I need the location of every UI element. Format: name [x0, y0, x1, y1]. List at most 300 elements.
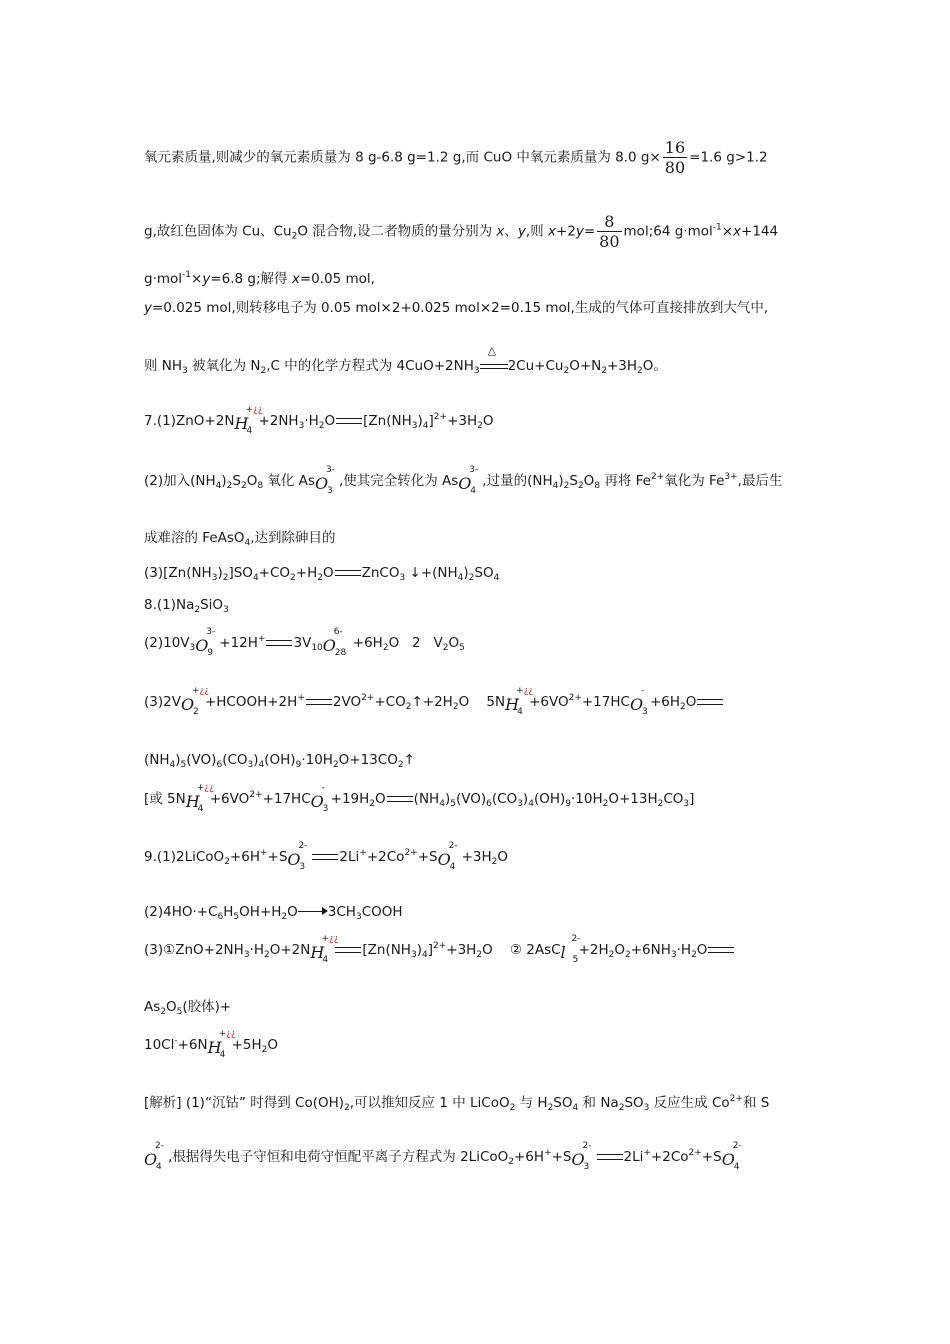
superscript: +	[257, 634, 266, 644]
ion-charge	[516, 686, 533, 696]
text: ×	[721, 223, 734, 240]
text: +17HC	[581, 694, 630, 710]
superscript: +	[359, 848, 367, 858]
text: ·H	[676, 942, 692, 958]
subscript: 4	[439, 799, 445, 809]
text: O	[696, 942, 708, 958]
text: ,则	[525, 223, 548, 240]
equals-sign	[266, 640, 292, 646]
ion-fragment	[560, 934, 581, 965]
ion-subscript: 3	[326, 486, 333, 496]
text: +H	[295, 565, 318, 581]
text: ]SO	[228, 565, 253, 581]
text: SO	[624, 1095, 644, 1111]
text: O+N	[569, 358, 602, 374]
ion-letter: O	[195, 636, 209, 655]
text: O 5N	[458, 694, 506, 710]
text: SO	[474, 565, 494, 581]
ion-subscript: 3	[641, 707, 648, 717]
text: (NH	[413, 791, 440, 807]
subscript: 3	[517, 799, 523, 809]
ion-letter: O	[437, 850, 451, 869]
ion-letter: O	[629, 695, 644, 714]
subscript: 4	[215, 481, 222, 491]
text: )	[463, 565, 469, 581]
subscript: 2	[563, 366, 570, 376]
subscript: 2	[261, 1045, 268, 1055]
fraction-numerator: 16	[664, 138, 686, 157]
text: O	[448, 635, 460, 651]
superscript: 2+	[433, 941, 447, 951]
subscript: 2	[291, 231, 298, 242]
text: )	[522, 791, 529, 807]
subscript: 2	[405, 702, 412, 712]
ion-fragment	[287, 841, 311, 872]
text: (3)[Zn(NH	[144, 565, 212, 581]
text: O	[246, 473, 258, 489]
ion-letter: O	[310, 792, 324, 811]
ion-subscript: 3	[299, 862, 306, 872]
text: +6N	[177, 1037, 208, 1053]
subscript: 2	[476, 950, 483, 960]
ion-fragment	[322, 627, 353, 658]
text: CO	[663, 791, 684, 807]
text: +6H	[229, 849, 260, 865]
variable: y	[575, 223, 584, 240]
text-line-9	[144, 563, 499, 588]
text: +3H	[606, 358, 638, 374]
text: ]	[427, 942, 433, 958]
fraction	[597, 212, 621, 251]
equals-sign	[335, 947, 361, 953]
ion-charge: 2-	[155, 1141, 164, 1151]
subscript: 2	[264, 950, 270, 960]
text-line-7	[144, 467, 782, 496]
ion-fragment	[437, 841, 462, 872]
text: mol;64 g·mol	[623, 223, 713, 240]
ion-subscript: 3	[583, 1162, 590, 1172]
text-line-18	[144, 997, 231, 1022]
subscript: 8	[594, 481, 601, 491]
text: 氧化 As	[263, 473, 315, 489]
text: ,使其完全转化为 As	[338, 473, 459, 489]
fraction-denominator: 80	[664, 158, 686, 177]
ion-subscript: 9	[207, 648, 214, 658]
text-line-15	[144, 843, 508, 872]
text-line-20	[144, 1089, 769, 1118]
text-line-2	[144, 212, 778, 251]
text: S	[569, 473, 578, 489]
reaction-arrow-icon	[298, 907, 328, 917]
ion-subscript: 4	[470, 486, 477, 496]
subscript: 4	[421, 950, 428, 960]
fraction-denominator: 80	[599, 232, 620, 251]
subscript: 3	[247, 760, 254, 770]
ion-letter: O	[287, 850, 301, 869]
ion-fragment	[310, 934, 339, 965]
garbled-marks: ¿¿	[252, 405, 263, 415]
subscript: 2	[547, 1103, 554, 1113]
ion-fragment	[207, 1029, 236, 1060]
text: 被氧化为 N	[187, 358, 261, 374]
text: =0.025 mol,则转移电子为 0.05 mol×2+0.025 mol×2=0.15 mol,生成的气体可直接排放到大气中,	[152, 300, 769, 316]
text: O	[685, 694, 697, 710]
variable: x	[733, 223, 742, 240]
text: =	[583, 223, 596, 240]
subscript: 2	[477, 421, 483, 431]
ion-charge: 2-	[571, 934, 581, 944]
ion-charge: 2-	[448, 841, 458, 851]
variable: x	[496, 223, 505, 240]
text: (2)加入(NH	[144, 473, 216, 489]
text: +6VO	[529, 694, 569, 710]
superscript: 2+	[650, 472, 665, 482]
text-line-6	[144, 407, 494, 436]
ion-letter: O	[144, 1150, 158, 1169]
ion-subscript: 5	[572, 955, 579, 965]
text: ·H	[249, 942, 264, 958]
subscript: 5	[180, 760, 187, 770]
text: [解析] (1)“沉钴” 时得到 Co(OH)	[144, 1095, 345, 1111]
text: +6H	[649, 694, 681, 710]
subscript: 2	[508, 1157, 514, 1167]
text: +S	[417, 849, 438, 865]
text: O ② 2AsC	[482, 942, 561, 958]
text: +6VO	[209, 791, 250, 807]
subscript: 2	[397, 760, 404, 770]
text: ZnCO	[361, 565, 400, 581]
subscript: 2	[226, 481, 233, 491]
ion-fragment	[314, 465, 339, 496]
subscript: 2	[601, 366, 607, 376]
equals-sign	[312, 854, 338, 860]
text: +144	[741, 223, 779, 240]
text-line-13	[144, 750, 415, 775]
text: +2Co	[650, 1149, 689, 1165]
arrow-head	[322, 907, 328, 915]
text: 3V	[293, 635, 312, 651]
text: 、	[504, 223, 518, 240]
text: O 混合物,设二者物质的量分别为	[297, 223, 497, 240]
text-line-19	[144, 1031, 278, 1060]
text: ,根据得失电子守恒和电荷守恒配平离子方程式为 2LiCoO	[168, 1149, 509, 1165]
text: O+2N	[269, 942, 311, 958]
text: (VO)	[455, 791, 487, 807]
equals-sign	[336, 418, 362, 424]
text: 则 NH	[144, 358, 183, 374]
superscript: -1	[182, 270, 192, 280]
ion-subscript: 4	[733, 1162, 740, 1172]
ion-charge: -	[321, 783, 325, 793]
ion-charge: 3-	[469, 465, 479, 475]
ion-subscript: 2	[192, 707, 199, 717]
charge: +	[191, 686, 200, 696]
text: )	[175, 752, 181, 768]
ion-fragment	[458, 465, 482, 496]
ion-letter: O	[571, 1150, 585, 1169]
subscript: 3	[411, 421, 418, 431]
ion-charge: 3-	[325, 465, 335, 475]
ion-fragment	[234, 405, 263, 436]
text: ·10H	[570, 791, 603, 807]
subscript: 4	[244, 538, 251, 548]
text: +HCOOH+2H	[204, 694, 298, 710]
subscript: 2	[160, 1007, 167, 1017]
text: ,C 中的化学方程式为 4CuO+2NH	[266, 358, 474, 374]
subscript: 2	[224, 857, 230, 867]
text: +3H	[461, 849, 492, 865]
text-line-1	[144, 138, 768, 177]
ion-charge: 2-	[582, 1141, 592, 1151]
heating-condition-sign	[480, 344, 508, 376]
text: O	[324, 413, 336, 429]
garbled-marks: ¿¿	[199, 686, 210, 696]
ion-charge	[245, 405, 262, 415]
text: 与 H	[515, 1095, 548, 1111]
superscript: 2+	[361, 693, 375, 703]
text: O	[614, 942, 625, 958]
text: As	[144, 999, 161, 1015]
text: O	[497, 849, 509, 865]
superscript: 2+	[688, 1148, 702, 1158]
text-line-10	[144, 595, 229, 620]
text: ·10H	[301, 752, 333, 768]
text: ]	[428, 413, 434, 429]
ion-charge	[219, 1029, 236, 1039]
ion-fragment	[505, 686, 534, 717]
text: )	[444, 791, 451, 807]
superscript: 3+	[724, 472, 738, 482]
ion-letter: H	[310, 943, 325, 962]
ion-subscript: 4	[219, 1050, 226, 1060]
text: O	[267, 1037, 279, 1053]
subscript: 2	[602, 799, 609, 809]
subscript: 2	[608, 950, 615, 960]
ion-letter: O	[180, 695, 195, 714]
equals-sign	[335, 570, 361, 576]
text: O	[287, 904, 298, 920]
equals-sign	[306, 699, 332, 705]
variable: y	[517, 223, 526, 240]
text-line-8	[144, 528, 336, 553]
variable: x	[547, 223, 556, 240]
subscript: 2	[317, 573, 323, 583]
text: 和 S	[742, 1095, 770, 1111]
charge: +	[218, 1029, 227, 1039]
text: ↓+(NH	[405, 565, 458, 581]
text: ×	[191, 271, 203, 287]
text: O+13CO	[338, 752, 398, 768]
text: g·mol	[144, 271, 183, 287]
subscript: 2	[382, 643, 389, 653]
subscript: 2	[637, 366, 643, 376]
ion-charge: -	[640, 686, 645, 696]
subscript: 9	[295, 760, 302, 770]
subscript: 2	[468, 573, 475, 583]
text-line-14	[144, 785, 694, 814]
garbled-marks: ¿¿	[226, 1029, 236, 1039]
text: +5H	[231, 1037, 262, 1053]
text: (CO	[491, 791, 518, 807]
text: O+13H	[608, 791, 658, 807]
text: +2	[555, 223, 576, 240]
text: [Zn(NH	[363, 413, 412, 429]
text-line-16	[144, 902, 403, 927]
ion-charge	[192, 686, 209, 696]
ion-letter: O	[322, 636, 336, 655]
subscript: 8	[257, 481, 264, 491]
garbled-marks: ¿¿	[204, 783, 214, 793]
subscript: 4	[493, 573, 500, 583]
charge: +	[245, 405, 253, 415]
subscript: 6	[216, 760, 223, 770]
superscript: +	[643, 1148, 651, 1158]
text: +3H	[447, 413, 478, 429]
charge: +	[196, 783, 205, 793]
ion-subscript: 4	[197, 804, 204, 814]
text: OH+H	[239, 904, 282, 920]
text: =1.6 g>1.2	[689, 149, 768, 166]
text: O。	[642, 358, 667, 374]
subscript: 4	[252, 573, 259, 583]
charge: +	[321, 934, 329, 944]
subscript: 2	[442, 643, 449, 653]
ion-charge	[321, 934, 338, 944]
text: COOH	[361, 904, 403, 920]
text-line-11	[144, 629, 465, 658]
subscript: 2	[577, 481, 584, 491]
text: +3H	[446, 942, 477, 958]
ion-charge: 6-	[333, 627, 343, 637]
text: 2VO	[332, 694, 362, 710]
text: +19H	[330, 791, 370, 807]
text: +12H	[219, 635, 258, 651]
text: ,达到除砷目的	[250, 530, 336, 546]
subscript: 2	[194, 605, 201, 615]
text: [Zn(NH	[362, 942, 411, 958]
ion-letter: H	[207, 1038, 222, 1057]
subscript: 2	[691, 950, 697, 960]
subscript: 2	[318, 421, 325, 431]
subscript: 3	[355, 912, 362, 922]
subscript: 5	[450, 799, 456, 809]
ion-charge: 2-	[732, 1141, 742, 1151]
fraction-numerator: 8	[604, 212, 615, 231]
text: )	[217, 565, 223, 581]
subscript: 3	[399, 573, 406, 583]
subscript: 4	[552, 481, 559, 491]
text: +2Co	[366, 849, 405, 865]
subscript: 3	[683, 799, 690, 809]
garbled-marks: ¿¿	[523, 686, 534, 696]
superscript: 2+	[729, 1094, 743, 1104]
text: ,过量的(NH	[482, 473, 553, 489]
ion-letter: l	[560, 943, 566, 962]
subscript: 3	[298, 421, 305, 431]
text: +6H	[514, 1149, 545, 1165]
subscript: 5	[176, 1007, 183, 1017]
text: )	[221, 473, 227, 489]
ion-subscript: 4	[322, 955, 329, 965]
text: (2)10V	[144, 635, 190, 651]
superscript: 2+	[433, 412, 448, 422]
text: 3CH	[327, 904, 356, 920]
text: )	[558, 473, 564, 489]
text: +2NH	[258, 413, 299, 429]
text: )	[253, 752, 259, 768]
text: 2Li	[339, 849, 360, 865]
text: ↑+2H	[411, 694, 453, 710]
text-line-17	[144, 936, 735, 965]
text: (3)2V	[144, 694, 181, 710]
text-line-12	[144, 688, 724, 717]
ion-fragment	[571, 1141, 596, 1172]
ion-subscript: 4	[449, 862, 456, 872]
text: =6.8 g;解得	[210, 271, 292, 287]
ion-subscript: 4	[517, 707, 523, 717]
text: 和 Na	[578, 1095, 619, 1111]
text: 反应生成 Co	[649, 1095, 730, 1111]
subscript: 4	[572, 1103, 579, 1113]
variable: y	[202, 271, 211, 287]
ion-subscript: 4	[156, 1162, 162, 1172]
text: +S	[701, 1149, 722, 1165]
text: O	[375, 791, 386, 807]
text: (3)①ZnO+2NH	[144, 942, 244, 958]
superscript: +	[544, 1148, 552, 1158]
ion-fragment	[144, 1141, 168, 1172]
subscript: 3	[643, 1103, 650, 1113]
ion-fragment	[721, 1141, 746, 1172]
variable: x	[291, 271, 300, 287]
text: O	[583, 473, 595, 489]
ion-fragment	[185, 783, 214, 814]
subscript: 2	[563, 481, 570, 491]
text: [或 5N	[144, 791, 186, 807]
subscript: 9	[565, 799, 571, 809]
superscript: 2+	[404, 848, 418, 858]
text: 7.(1)ZnO+2N	[144, 413, 235, 429]
text: +S	[267, 849, 288, 865]
ion-charge: 3-	[206, 627, 216, 637]
subscript: 2	[509, 1103, 516, 1113]
text: )	[416, 942, 422, 958]
equals-sign	[697, 699, 723, 705]
subscript: 3	[182, 366, 188, 376]
text: O 2 V	[388, 635, 443, 651]
subscript: 2	[491, 857, 498, 867]
text: +CO	[258, 565, 291, 581]
text: ·H	[304, 413, 319, 429]
text: (VO)	[186, 752, 217, 768]
subscript: 3	[211, 573, 218, 583]
superscript: 2+	[249, 790, 263, 800]
subscript: 3	[189, 643, 196, 653]
subscript: 2	[452, 702, 459, 712]
subscript: 3	[670, 950, 677, 960]
text-line-3	[144, 265, 375, 289]
subscript: 3	[410, 950, 417, 960]
text: ↑	[403, 752, 415, 768]
text: +S	[551, 1149, 572, 1165]
ion-subscript: 4	[246, 426, 253, 436]
equals-sign	[597, 1154, 623, 1160]
subscript: 5	[233, 912, 240, 922]
equals-sign	[387, 796, 413, 802]
ion-fragment	[629, 686, 650, 717]
text: H	[223, 904, 234, 920]
subscript: 2	[344, 1103, 350, 1113]
